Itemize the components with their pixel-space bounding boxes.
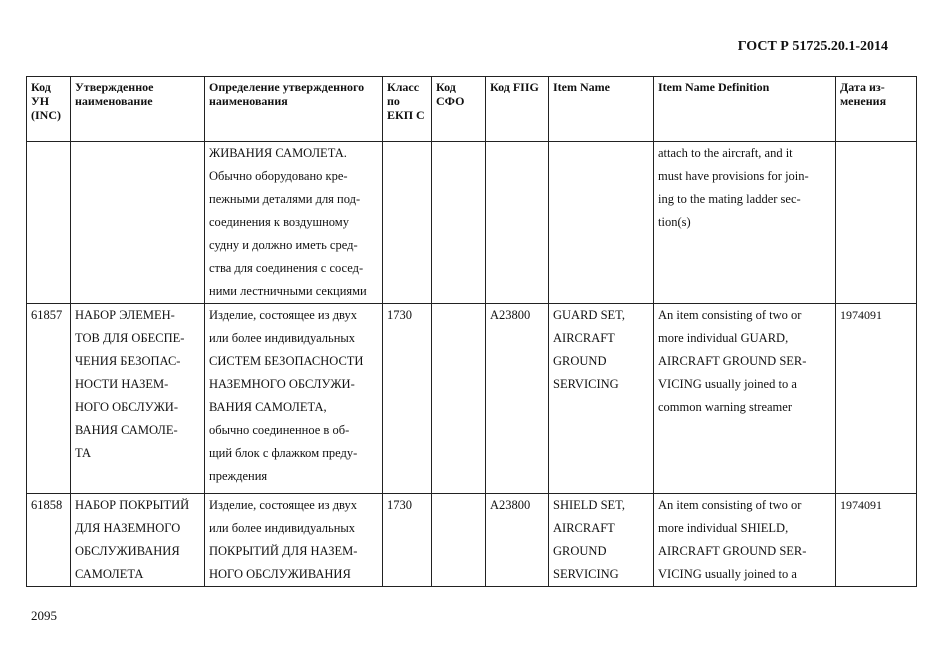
standard-header: ГОСТ Р 51725.20.1-2014: [737, 39, 888, 54]
cell-item-name-definition-line: common warning streamer: [658, 400, 792, 414]
cell-item-name-definition-line: more individual SHIELD,: [658, 521, 789, 535]
cell-approved-name: [71, 304, 205, 494]
cell-item-name-line: SHIELD SET,: [553, 498, 625, 512]
cell-approved-name-line: НАБОР ПОКРЫТИЙ: [75, 498, 190, 512]
page-number: 2095: [31, 608, 57, 623]
cell-item-name-definition-line: tion(s): [658, 215, 691, 229]
cell-fiig: A23800: [486, 494, 549, 587]
cell-definition-line: СИСТЕМ БЕЗОПАСНОСТИ: [209, 354, 364, 368]
cell-definition-line: пежными деталями для под-: [209, 192, 361, 206]
table-row: [27, 142, 917, 304]
cell-item-name-definition-line: ing to the mating ladder sec-: [658, 192, 801, 206]
cell-definition-line: ства для соединения с сосед-: [209, 261, 364, 275]
header-inc: Код УН (INC): [27, 77, 71, 142]
cell-sfo: [432, 142, 486, 304]
cell-class: 1730: [383, 304, 432, 494]
cell-definition-line: преждения: [209, 469, 268, 483]
cell-item-name-definition: [654, 304, 836, 494]
cell-definition-line: или более индивидуальных: [209, 331, 356, 345]
cell-item-name-line: AIRCRAFT: [553, 331, 615, 345]
cell-inc: 61857: [27, 304, 71, 494]
cell-approved-name: [71, 142, 205, 304]
cell-item-name-definition-line: An item consisting of two or: [658, 308, 802, 322]
cell-approved-name-line: ОБСЛУЖИВАНИЯ: [75, 544, 180, 558]
cell-definition-line: НОГО ОБСЛУЖИВАНИЯ: [209, 567, 351, 581]
cell-definition-line: ВАНИЯ САМОЛЕТА,: [209, 400, 327, 414]
header-fiig: Код FIIG: [486, 77, 549, 142]
header-approved-name: Утвержденное наименование: [71, 77, 205, 142]
cell-fiig: [486, 142, 549, 304]
cell-approved-name-line: НОСТИ НАЗЕМ-: [75, 377, 169, 391]
cell-sfo: [432, 304, 486, 494]
cell-approved-name-line: ЧЕНИЯ БЕЗОПАС-: [75, 354, 181, 368]
cell-definition-line: щий блок с флажком преду-: [209, 446, 358, 460]
cell-definition-line: Изделие, состоящее из двух: [209, 498, 358, 512]
cell-inc: [27, 142, 71, 304]
table-header-row: [27, 77, 917, 142]
cell-sfo: [432, 494, 486, 587]
cell-item-name-line: GROUND: [553, 354, 607, 368]
cell-definition-line: ЖИВАНИЯ САМОЛЕТА.: [209, 146, 347, 160]
cell-definition-line: обычно соединенное в об-: [209, 423, 350, 437]
cell-item-name-definition: [654, 494, 836, 587]
cell-approved-name: [71, 494, 205, 587]
cell-definition: [205, 304, 383, 494]
cell-item-name-definition-line: AIRCRAFT GROUND SER-: [658, 544, 807, 558]
header-item-name: Item Name: [549, 77, 654, 142]
cell-item-name-definition-line: VICING usually joined to a: [658, 567, 797, 581]
cell-approved-name-line: ТОВ ДЛЯ ОБЕСПЕ-: [75, 331, 185, 345]
cell-class: 1730: [383, 494, 432, 587]
cell-approved-name-line: ДЛЯ НАЗЕМНОГО: [75, 521, 181, 535]
cell-item-name-definition-line: must have provisions for join-: [658, 169, 809, 183]
table-row: [27, 494, 917, 587]
cell-item-name-definition-line: An item consisting of two or: [658, 498, 802, 512]
cell-definition: [205, 494, 383, 587]
cell-change-date: [836, 142, 917, 304]
cell-item-name: [549, 304, 654, 494]
cell-approved-name-line: ВАНИЯ САМОЛЕ-: [75, 423, 178, 437]
header-item-name-definition: Item Name Definition: [654, 77, 836, 142]
cell-definition-line: НАЗЕМНОГО ОБСЛУЖИ-: [209, 377, 355, 391]
cell-definition: [205, 142, 383, 304]
cell-item-name: [549, 494, 654, 587]
table-row: [27, 304, 917, 494]
cell-approved-name-line: НАБОР ЭЛЕМЕН-: [75, 308, 175, 322]
cell-definition-line: соединения к воздушному: [209, 215, 349, 229]
cell-item-name-line: GROUND: [553, 544, 607, 558]
cell-item-name-definition: [654, 142, 836, 304]
cell-definition-line: Обычно оборудовано кре-: [209, 169, 348, 183]
cell-definition-line: Изделие, состоящее из двух: [209, 308, 358, 322]
cell-item-name-definition-line: VICING usually joined to a: [658, 377, 797, 391]
cell-item-name-line: GUARD SET,: [553, 308, 625, 322]
cell-inc: 61858: [27, 494, 71, 587]
cell-change-date: 1974091: [836, 304, 917, 494]
cell-item-name-definition-line: attach to the aircraft, and it: [658, 146, 793, 160]
cell-definition-line: или более индивидуальных: [209, 521, 356, 535]
cell-item-name-definition-line: more individual GUARD,: [658, 331, 789, 345]
cell-item-name-line: AIRCRAFT: [553, 521, 615, 535]
cell-definition-line: ПОКРЫТИЙ ДЛЯ НАЗЕМ-: [209, 544, 358, 558]
cell-approved-name-line: ТА: [75, 446, 92, 460]
cell-definition-line: судну и должно иметь сред-: [209, 238, 358, 252]
cell-class: [383, 142, 432, 304]
cell-approved-name-line: НОГО ОБСЛУЖИ-: [75, 400, 178, 414]
header-change-date: Дата из-менения: [836, 77, 917, 142]
cell-item-name: [549, 142, 654, 304]
header-class: Класс по ЕКП С: [383, 77, 432, 142]
header-definition: Определение утвержденного наименования: [205, 77, 383, 142]
cell-change-date: 1974091: [836, 494, 917, 587]
cell-approved-name-line: САМОЛЕТА: [75, 567, 144, 581]
cell-definition-line: ними лестничными секциями: [209, 284, 367, 298]
catalog-table: [26, 76, 917, 587]
cell-item-name-line: SERVICING: [553, 567, 619, 581]
cell-item-name-line: SERVICING: [553, 377, 619, 391]
cell-item-name-definition-line: AIRCRAFT GROUND SER-: [658, 354, 807, 368]
header-sfo: Код СФО: [432, 77, 486, 142]
cell-fiig: A23800: [486, 304, 549, 494]
